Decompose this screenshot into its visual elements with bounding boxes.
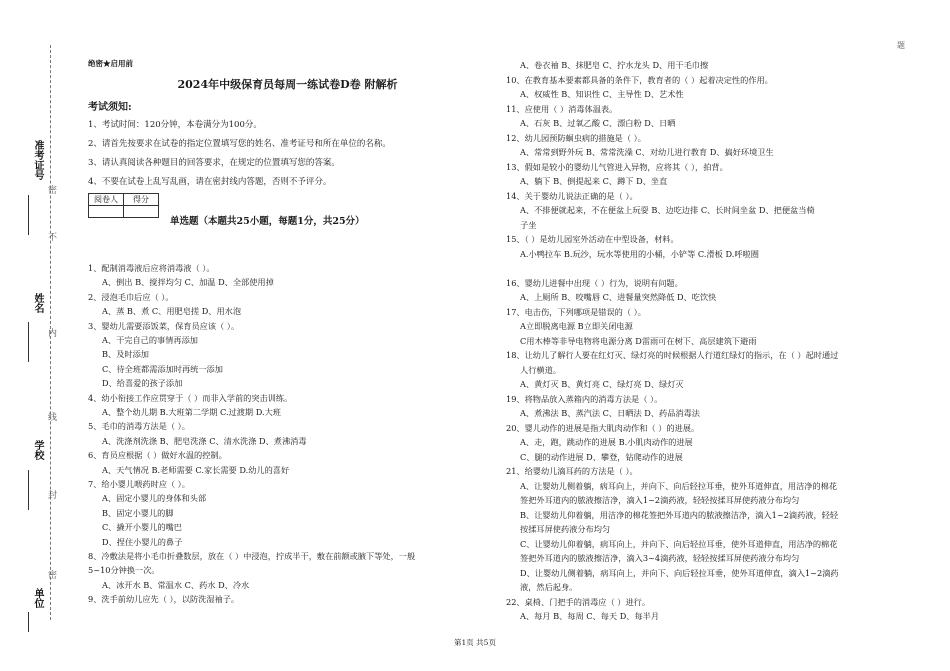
answer-line: C、待全班都需添加时再统一添加 [102, 363, 223, 374]
seal-mark: 不 [46, 232, 56, 241]
notice-heading: 考试须知: [88, 102, 132, 113]
answer-line: A、洗涤剂洗涤 B、肥皂洗涤 C、清水洗涤 D、煮沸消毒 [102, 435, 307, 446]
question-line: 9、洗手前幼儿应先（ ），以防洗湿袖子。 [88, 594, 240, 605]
grader-label: 阅卷人 [89, 194, 124, 206]
answer-line: A、走，跑，跳动作的进展 B.小肌肉动作的进展 [520, 437, 693, 447]
answer-line: A、煮沸法 B、蒸汽法 C、日晒法 D、药品消毒法 [520, 408, 700, 418]
question-line: 1、配制消毒液后应将消毒液（ ）。 [88, 263, 215, 273]
answer-line: B、让婴幼儿仰着躺，用洁净的棉花签把外耳道内的脓液擦洁净，滴入1~2滴药液，轻轻 [520, 509, 839, 520]
question-line: 13、假如是较小的婴幼儿气管进入异物，应将其（ ），拍背。 [506, 161, 728, 172]
seal-mark: 线 [46, 412, 56, 421]
answer-line: A、让婴幼儿侧着躺，病耳向上，并向下、向后轻拉耳垂，使外耳道伸直，用洁净的棉花 [520, 480, 838, 491]
answer-line: A、每月 B、每周 C、每天 D、每半月 [520, 611, 660, 621]
answer-line: 液，然后起身。 [520, 582, 578, 592]
seal-mark: 密 [46, 570, 56, 579]
name-field[interactable] [28, 322, 29, 362]
question-line: 3、婴幼儿需要添饭菜，保育员应该（ ）。 [88, 320, 240, 331]
answer-line: A、固定小婴儿的身体和头部 [102, 493, 207, 504]
question-line: 18、让幼儿了解行人要在红灯灭、绿灯亮的时候根据人行道红绿灯的指示，在（ ）起时通过 [506, 350, 839, 360]
answer-line: C、腿的动作进展 D、攀登，钻爬动作的进展 [520, 451, 683, 462]
seal-mark: 密 [46, 185, 56, 194]
corner-mark: 题 [897, 41, 905, 50]
exam-id-field[interactable] [28, 195, 29, 235]
score-label: 得分 [124, 194, 159, 206]
score-box [88, 193, 159, 218]
answer-line: A、黄灯灭 B、黄灯亮 C、绿灯亮 D、绿灯灭 [520, 379, 684, 389]
school-label: 学校 [32, 440, 43, 460]
answer-line: C、撬开小婴儿的嘴巴 [102, 522, 182, 533]
answer-line: A、倒出 B、搅拌均匀 C、加温 D、全部使用掉 [102, 277, 274, 288]
answer-line: A、躺下 B、倒提起来 C、蹲下 D、坐直 [520, 176, 668, 186]
answer-line: 人行横道。 [520, 364, 561, 375]
exam-id-label: 准考证号 [32, 140, 43, 180]
answer-line: A、不排便就起来，不在便盆上玩耍 B、边吃边排 C、长时间坐盆 D、把便盆当椅 [520, 205, 815, 215]
name-label: 姓名 [32, 293, 43, 313]
question-line: 7、给小婴儿喂药时应（ ）。 [88, 479, 190, 489]
answer-line: C用木棒等非导电物将电源分离 D雷雨可在树下、高层建筑下避雨 [520, 335, 757, 346]
answer-line: A、蒸 B、煮 C、用肥皂搓 D、用水泡 [102, 306, 242, 317]
question-line: 5~10分钟换一次。 [88, 565, 160, 576]
answer-line: B、及时添加 [102, 349, 149, 360]
unit-label: 单位 [32, 588, 43, 608]
question-line: 20、婴儿动作的进展是指大肌肉动作和（ ）的进展。 [506, 422, 700, 433]
page-footer: 第1页 共5页 [454, 638, 496, 647]
grader-cell[interactable] [89, 206, 124, 218]
unit-field[interactable] [28, 612, 29, 632]
binding-strip [0, 0, 80, 671]
seal-mark: 内 [46, 328, 56, 337]
answer-line: 按揉耳屏使药液分布均匀 [520, 524, 611, 534]
answer-line: A立即脱离电源 B立即关闭电源 [520, 321, 633, 331]
answer-line: 签把外耳道内的脓液擦洁净，滴入3~4滴药液，轻轻按揉耳屏使药液分布均匀 [520, 553, 800, 563]
answer-line: C、让婴幼儿仰着躺，病耳向上，并向下、向后轻拉耳垂，使外耳道伸直，用洁净的棉花 [520, 538, 838, 549]
question-line: 2、浸泡毛巾后应（ ）。 [88, 291, 174, 302]
answer-line: A、上厕所 B、咬嘴唇 C、进餐量突然降低 D、吃饮快 [520, 292, 717, 302]
answer-line: A、权威性 B、知识性 C、主导性 D、艺术性 [520, 89, 684, 99]
notice-item: 4、不要在试卷上乱写乱画，请在密封线内答题，否则不予评分。 [88, 177, 332, 187]
question-line: 4、幼小衔接工作应贯穿于（ ）而非入学前的突击训练。 [88, 392, 293, 403]
answer-line: A、干完自己的事情再添加 [102, 335, 198, 345]
school-field[interactable] [28, 470, 29, 510]
section-heading: 单选题（本题共25小题，每题1分，共25分） [170, 216, 365, 227]
answer-line: B、固定小婴儿的脚 [102, 507, 174, 518]
question-line: 22、桌椅、门把手的消毒应（ ）进行。 [506, 596, 651, 607]
page-title: 2024年中级保育员每周一练试卷D卷 附解析 [177, 78, 398, 91]
question-line: 11、应使用（ ）消毒体温表。 [506, 103, 618, 114]
answer-line: A、整个幼儿期 B.大班第二学期 C.过渡期 D.大班 [102, 407, 281, 417]
question-line: 5、毛巾的消毒方法是（ ）。 [88, 421, 190, 432]
notice-item: 1、考试时间：120分钟，本卷满分为100分。 [88, 120, 262, 130]
answer-line: 子坐 [520, 219, 537, 230]
notice-item: 2、请首先按要求在试卷的指定位置填写您的姓名、准考证号和所在单位的名称。 [88, 139, 391, 149]
answer-line: A、常常到野外玩 B、常常洗澡 C、对幼儿进行教育 D、搞好环境卫生 [520, 147, 774, 157]
score-cell[interactable] [124, 206, 159, 218]
answer-line: 签把外耳道内的脓液擦洁净，滴入1~2滴药液，轻轻按揉耳屏使药液分布均匀 [520, 495, 800, 505]
answer-line: A、卷衣袖 B、抹肥皂 C、拧水龙头 D、用干毛巾擦 [520, 60, 709, 70]
notice-item: 3、请认真阅读各种题目的回答要求，在规定的位置填写您的答案。 [88, 158, 340, 168]
question-line: 19、将物品放入蒸箱内的消毒方法是（ ）。 [506, 393, 663, 404]
question-line: 14、关于婴幼儿说法正确的是（ ）。 [506, 190, 638, 201]
answer-line: A、石灰 B、过氧乙酸 C、漂白粉 D、日晒 [520, 118, 676, 128]
question-line: 17、电击伤，下列哪项是错误的（ ）。 [506, 306, 646, 317]
answer-line: A、天气情况 B.老师需要 C.家长需要 D.幼儿的喜好 [102, 464, 290, 475]
question-line: 10、在教育基本要素都具备的条件下，教育者的（ ）起着决定性的作用。 [506, 74, 773, 85]
answer-line: D、给喜爱的孩子添加 [102, 378, 183, 389]
answer-line: D、让婴幼儿侧着躺，病耳向上，并向下、向后轻拉耳垂，使外耳道伸直，滴入1~2滴药 [520, 567, 839, 578]
question-line: 16、婴幼儿进餐中出现（ ）行为，说明有问题。 [506, 277, 683, 288]
question-line: 6、育员应根据（ ）做好水温的控制。 [88, 450, 227, 461]
question-line: 15、（ ）是幼儿园室外活动在中型设备，材料。 [506, 234, 679, 244]
secret-label: 绝密★启用前 [88, 59, 133, 68]
question-line: 8、冷敷法是将小毛巾折叠数层，放在（ ）中浸泡，拧成半干，敷在前额或腋下等处，一般 [88, 551, 416, 561]
answer-line: A.小鸭拉车 B.玩沙，玩水等使用的小桶，小铲等 C.滑板 D.呼啦圈 [520, 248, 759, 259]
answer-line: A、冰开水 B、常温水 C、药水 D、冷水 [102, 579, 250, 590]
seal-mark: 封 [46, 490, 56, 499]
question-line: 21、给婴幼儿滴耳药的方法是（ ）。 [506, 466, 638, 476]
answer-line: D、捏住小婴儿的鼻子 [102, 536, 183, 547]
question-line: 12、幼儿园预防蛔虫病的措施是（ ）。 [506, 132, 646, 143]
